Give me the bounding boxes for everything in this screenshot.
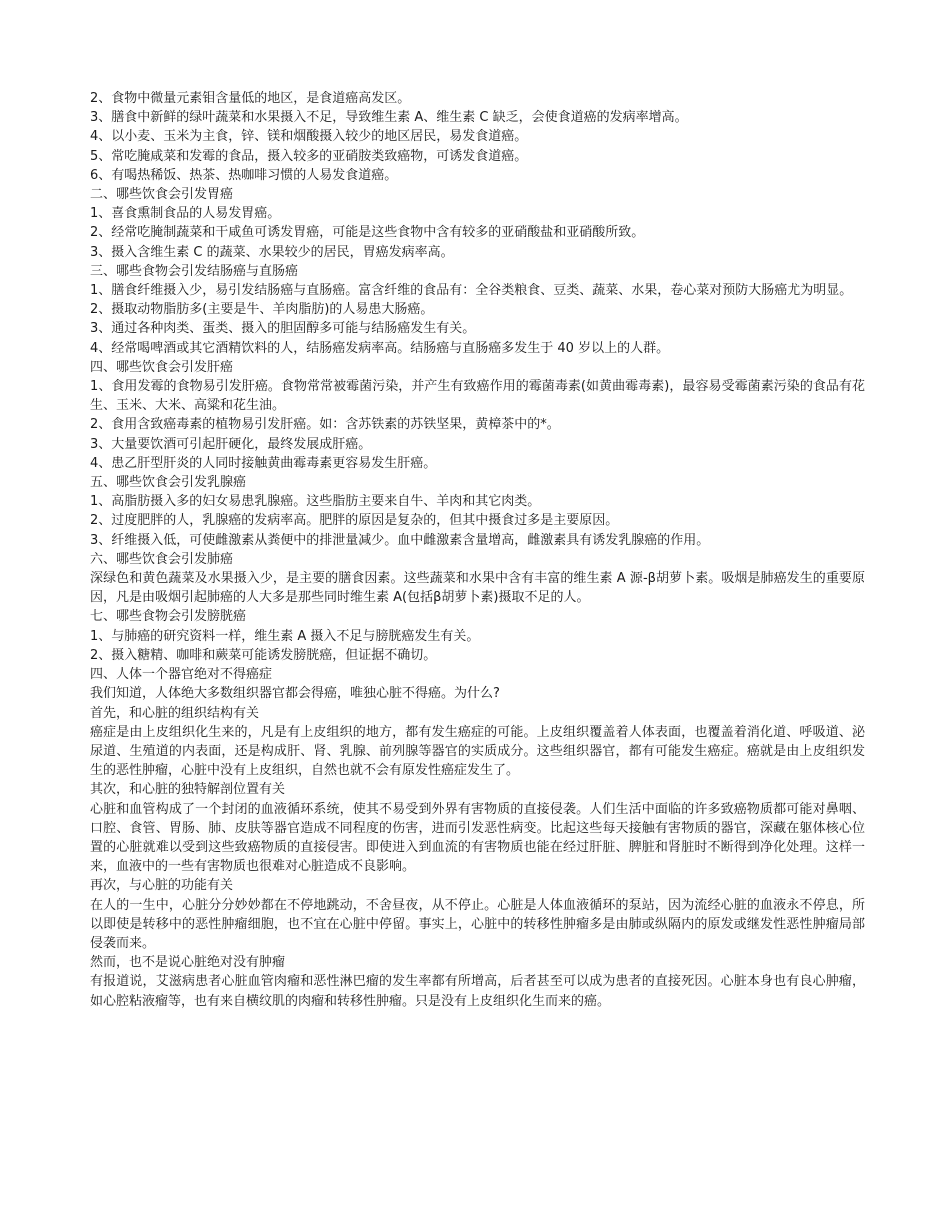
document-body <box>90 89 865 1011</box>
paragraph: 深绿色和黄色蔬菜及水果摄入少，是主要的膳食因素。这些蔬菜和水果中含有丰富的维生素 A 源-β胡萝卜素。吸烟是肺癌发生的重要原因，凡是由吸烟引起肺癌的人大多是那些同时维生素 A(包括β胡萝卜素)摄取不足的人。 <box>90 571 865 606</box>
section-heading: 首先，和心脏的组织结构有关 <box>90 705 260 721</box>
section-heading: 二、哪些饮食会引发胃癌 <box>90 187 234 203</box>
paragraph: 3、膳食中新鲜的绿叶蔬菜和水果摄入不足，导致维生素 A、维生素 C 缺乏，会使食道癌的发病率增高。 <box>90 110 688 126</box>
paragraph: 2、过度肥胖的人，乳腺癌的发病率高。肥胖的原因是复杂的，但其中摄食过多是主要原因。 <box>90 513 619 529</box>
paragraph: 6、有喝热稀饭、热茶、热咖啡习惯的人易发食道癌。 <box>90 167 398 183</box>
paragraph: 在人的一生中，心脏分分妙妙都在不停地跳动，不舍昼夜，从不停止。心脏是人体血液循环的泵站，因为流经心脏的血液永不停息，所以即使是转移中的恶性肿瘤细胞，也不宜在心脏中停留。事实上，心脏中的转移性肿瘤多是由肺或纵隔内的原发或继发性恶性肿瘤局部侵袭而来。 <box>90 897 865 951</box>
paragraph: 有报道说，艾滋病患者心脏血管肉瘤和恶性淋巴瘤的发生率都有所增高，后者甚至可以成为患者的直接死因。心脏本身也有良心肿瘤，如心腔粘液瘤等，也有来自横纹肌的肉瘤和转移性肿瘤。只是没有上皮组织化生而来的癌。 <box>90 974 865 1009</box>
section-heading: 其次，和心脏的独特解剖位置有关 <box>90 782 286 798</box>
paragraph: 4、患乙肝型肝炎的人同时接触黄曲霉毒素更容易发生肝癌。 <box>90 455 437 471</box>
section-heading: 五、哪些饮食会引发乳腺癌 <box>90 475 247 491</box>
paragraph: 2、摄取动物脂肪多(主要是牛、羊肉脂肪)的人易患大肠癌。 <box>90 302 434 318</box>
section-heading: 四、哪些饮食会引发肝癌 <box>90 359 234 375</box>
paragraph: 癌症是由上皮组织化生来的，凡是有上皮组织的地方，都有发生癌症的可能。上皮组织覆盖着人体表面，也覆盖着消化道、呼吸道、泌尿道、生殖道的内表面，还是构成肝、肾、乳腺、前列腺等器官的实质成分。这些组织器官，都有可能发生癌症。癌就是由上皮组织发生的恶性肿瘤，心脏中没有上皮组织，自然也就不会有原发性癌症发生了。 <box>90 724 865 779</box>
paragraph: 2、食用含致癌毒素的植物易引发肝癌。如：含苏铁素的苏铁坚果，黄樟茶中的*。 <box>90 417 560 433</box>
paragraph: 1、高脂肪摄入多的妇女易患乳腺癌。这些脂肪主要来自牛、羊肉和其它肉类。 <box>90 494 541 510</box>
paragraph: 2、食物中微量元素钼含量低的地区，是食道癌高发区。 <box>90 91 411 106</box>
paragraph: 1、食用发霉的食物易引发肝癌。食物常常被霉菌污染，并产生有致癌作用的霉菌毒素(如黄曲霉毒素)，最容易受霉菌素污染的食品有花生、玉米、大米、高粱和花生油。 <box>90 379 865 414</box>
paragraph: 3、大量要饮酒可引起肝硬化，最终发展成肝癌。 <box>90 436 372 452</box>
paragraph: 2、经常吃腌制蔬菜和干咸鱼可诱发胃癌，可能是这些食物中含有较多的亚硝酸盐和亚硝酸所致。 <box>90 225 645 241</box>
paragraph: 3、通过各种肉类、蛋类、摄入的胆固醇多可能与结肠癌发生有关。 <box>90 321 476 337</box>
section-heading: 再次，与心脏的功能有关 <box>90 878 234 894</box>
paragraph: 我们知道，人体绝大多数组织器官都会得癌，唯独心脏不得癌。为什么? <box>90 686 500 702</box>
paragraph: 2、摄入糖精、咖啡和蕨菜可能诱发膀胱癌，但证据不确切。 <box>90 647 437 663</box>
section-heading: 三、哪些食物会引发结肠癌与直肠癌 <box>90 263 299 279</box>
paragraph: 1、膳食纤维摄入少，易引发结肠癌与直肠癌。富含纤维的食品有：全谷类粮食、豆类、蔬菜、水果，卷心菜对预防大肠癌尤为明显。 <box>90 283 853 299</box>
section-heading: 七、哪些食物会引发膀胱癌 <box>90 609 247 625</box>
paragraph: 4、经常喝啤酒或其它酒精饮料的人，结肠癌发病率高。结肠癌与直肠癌多发生于 40 岁以上的人群。 <box>90 340 670 356</box>
paragraph: 1、与肺癌的研究资料一样，维生素 A 摄入不足与膀胱癌发生有关。 <box>90 628 480 644</box>
section-heading: 六、哪些饮食会引发肺癌 <box>90 551 234 567</box>
section-heading: 然而，也不是说心脏绝对没有肿瘤 <box>90 955 286 971</box>
paragraph: 3、纤维摄入低，可使雌激素从粪便中的排泄量减少。血中雌激素含量增高，雌激素具有诱发乳腺癌的作用。 <box>90 532 710 548</box>
section-heading: 四、人体一个器官绝对不得癌症 <box>90 667 273 683</box>
paragraph: 3、摄入含维生素 C 的蔬菜、水果较少的居民，胃癌发病率高。 <box>90 244 454 260</box>
paragraph: 4、以小麦、玉米为主食，锌、镁和烟酸摄入较少的地区居民，易发食道癌。 <box>90 129 528 145</box>
paragraph: 1、喜食熏制食品的人易发胃癌。 <box>90 206 281 222</box>
paragraph: 心脏和血管构成了一个封闭的血液循环系统，使其不易受到外界有害物质的直接侵袭。人们生活中面临的许多致癌物质都可能对鼻咽、口腔、食管、胃肠、肺、皮肤等器官造成不同程度的伤害，进而引发恶性病变。比起这些每天接触有害物质的器官，深藏在躯体核心位置的心脏就难以受到这些致癌物质的直接侵害。即使进入到血流的有害物质也能在经过肝脏、脾脏和肾脏时不断得到净化处理。这样一来，血液中的一些有害物质也很难对心脏造成不良影响。 <box>90 801 865 875</box>
paragraph: 5、常吃腌咸菜和发霉的食品，摄入较多的亚硝胺类致癌物，可诱发食道癌。 <box>90 148 528 164</box>
